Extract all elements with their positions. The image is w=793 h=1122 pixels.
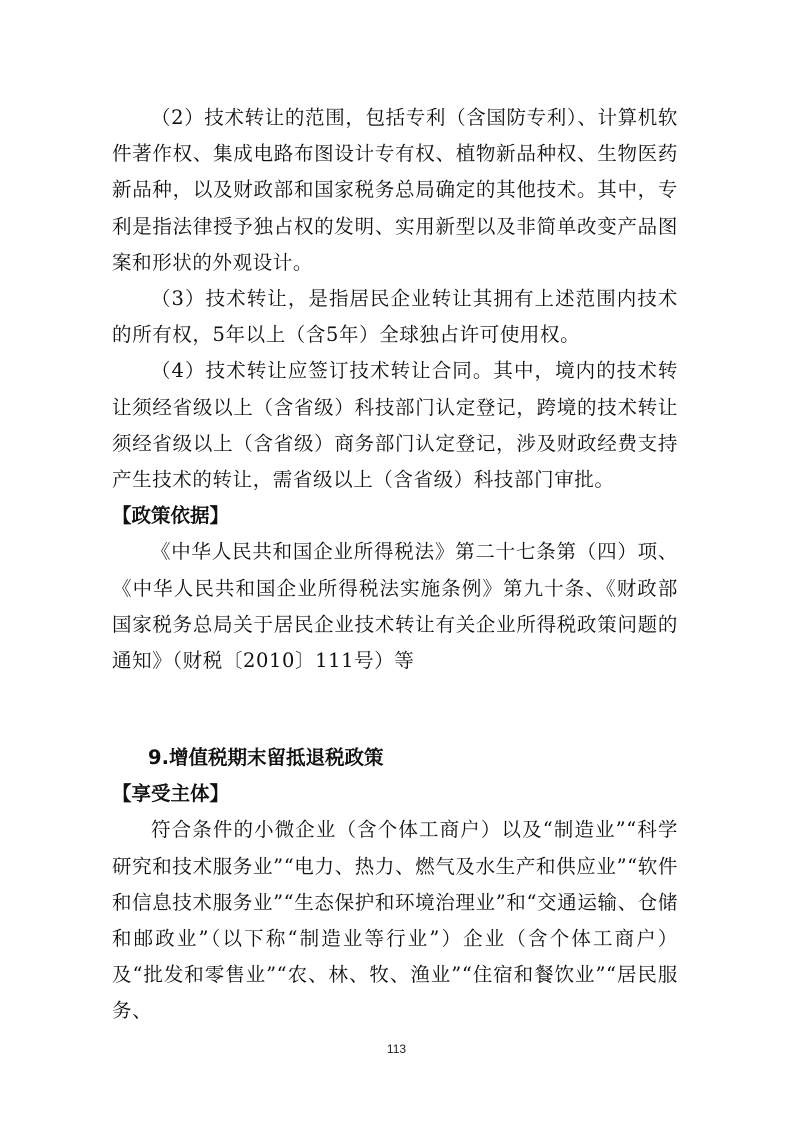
page-number: 113 [386,1042,407,1056]
paragraph-contract: （4）技术转让应签订技术转让合同。其中，境内的技术转让须经省级以上（含省级）科技部门认定登记，跨境的技术转让须经省级以上（含省级）商务部门认定登记，涉及财政经费支持产生技术的转让，需省级以上（含省级）科技部门审批。 [112,359,678,492]
subject-text: 符合条件的小微企业（含个体工商户）以及“制造业”“科学研究和技术服务业”“电力、热力、燃气及水生产和供应业”“软件和信息技术服务业”“生态保护和环境治理业”和“交通运输、仓储和邮政业”（以下称“制造业等行业”）企业（含个体工商户）及“批发和零售业”“农、林、牧、渔业”“住宿和餐饮业”“居民服务、 [112,818,678,1023]
policy-basis-text: 《中华人民共和国企业所得税法》第二十七条第（四）项、《中华人民共和国企业所得税法实施条例》第九十条、《财政部 国家税务总局关于居民企业技术转让有关企业所得税政策问题的通知》（财税〔2010〕111号）等 [112,540,678,673]
paragraph-definition: （3）技术转让，是指居民企业转让其拥有上述范围内技术的所有权，5年以上（含5年）全球独占许可使用权。 [112,287,678,347]
technology-transfer-paragraphs [112,100,678,679]
policy-basis-heading: 【政策依据】 [112,504,230,528]
paragraph-scope: （2）技术转让的范围，包括专利（含国防专利）、计算机软件著作权、集成电路布图设计专有权、植物新品种权、生物医药新品种，以及财政部和国家税务总局确定的其他技术。其中，专利是指法律授予独占权的发明、实用新型以及非简单改变产品图案和形状的外观设计。 [112,106,678,274]
section-9-title: 9.增值税期末留抵退税政策 [148,746,384,769]
section-9 [112,740,678,1030]
subject-heading: 【享受主体】 [112,782,230,806]
